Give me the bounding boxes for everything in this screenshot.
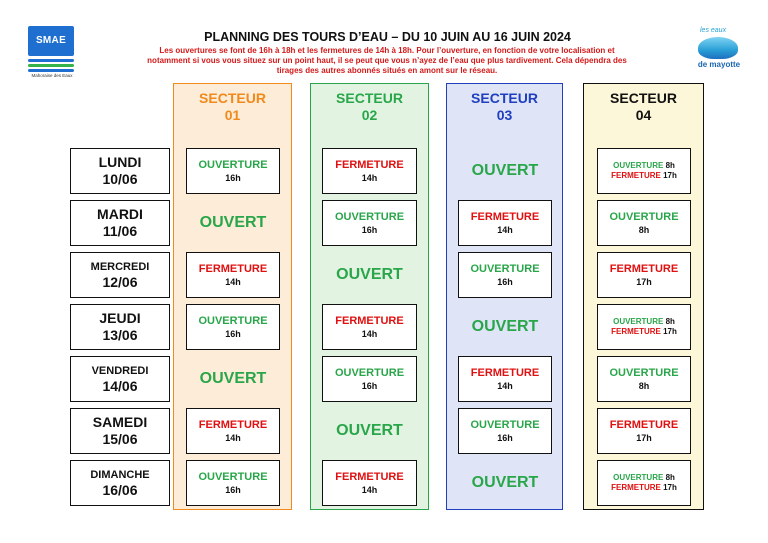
status-label: OUVERTURE — [470, 262, 540, 275]
opening-label: OUVERTURE — [613, 473, 664, 482]
status-ouverture — [322, 200, 417, 246]
logo-line-2: de mayotte — [697, 60, 741, 69]
status-label: FERMETURE — [609, 418, 679, 431]
day-date: 10/06 — [102, 171, 138, 187]
status-label: FERMETURE — [198, 418, 268, 431]
status-label: FERMETURE — [609, 262, 679, 275]
status-ouverture — [597, 200, 691, 246]
day-label — [70, 460, 170, 506]
status-fermeture — [458, 356, 552, 402]
status-ouvert — [322, 408, 417, 454]
status-fermeture — [597, 252, 691, 298]
wave-icon — [28, 64, 74, 67]
subtitle-line: Les ouvertures se font de 16h à 18h et les fermetures de 14h à 18h. Pour l’ouverture, en fonction de votre localisation et — [159, 46, 615, 55]
sector-number: 02 — [361, 107, 378, 123]
day-label — [70, 408, 170, 454]
status-fermeture — [322, 304, 417, 350]
status-ouverture — [458, 408, 552, 454]
sector-label: SECTEUR — [199, 90, 266, 106]
day-date: 16/06 — [102, 481, 138, 498]
opening-time: 8h — [665, 161, 675, 170]
status-dual — [597, 304, 691, 350]
closing-time: 17h — [663, 171, 677, 180]
opening-label: OUVERTURE — [613, 317, 664, 326]
status-ouverture — [186, 460, 280, 506]
opening-line — [613, 473, 675, 483]
status-label: OUVERT — [336, 422, 403, 439]
status-time: 14h — [225, 432, 241, 443]
status-label: FERMETURE — [470, 366, 540, 379]
opening-time: 8h — [665, 317, 675, 326]
status-label: OUVERTURE — [470, 418, 540, 431]
sector-header — [311, 90, 428, 124]
status-label: OUVERTURE — [609, 366, 679, 379]
day-label — [70, 252, 170, 298]
status-ouverture — [458, 252, 552, 298]
opening-line — [613, 317, 675, 327]
opening-label: OUVERTURE — [613, 161, 664, 170]
status-dual — [597, 460, 691, 506]
status-time: 8h — [638, 224, 650, 235]
sector-label: SECTEUR — [610, 90, 677, 106]
status-fermeture — [597, 408, 691, 454]
day-date: 13/06 — [102, 327, 138, 343]
sector-number: 03 — [496, 107, 513, 123]
status-label: OUVERTURE — [334, 210, 405, 223]
status-fermeture — [458, 200, 552, 246]
page-title: PLANNING DES TOURS D’EAU – DU 10 JUIN AU 16 JUIN 2024 — [204, 30, 571, 44]
status-time: 16h — [497, 432, 513, 443]
closing-label: FERMETURE — [611, 483, 661, 492]
status-time: 16h — [361, 380, 378, 391]
water-drop-icon — [698, 37, 738, 59]
status-label: OUVERT — [471, 474, 539, 491]
status-label: FERMETURE — [470, 210, 540, 223]
day-label — [70, 304, 170, 350]
status-ouvert — [458, 148, 552, 194]
closing-time: 17h — [663, 327, 677, 336]
status-time: 14h — [225, 276, 241, 287]
status-fermeture — [186, 408, 280, 454]
status-label: OUVERTURE — [334, 366, 405, 379]
closing-line — [611, 483, 677, 493]
day-label — [70, 356, 170, 402]
subtitle-line: notamment si vous vous situez sur un point haut, il se peut que vous n’ayez de l’eau que plus tardivement. Cela dépendra des — [147, 56, 627, 65]
opening-time: 8h — [665, 473, 675, 482]
closing-time: 17h — [663, 483, 677, 492]
sector-header — [447, 90, 562, 124]
status-time: 14h — [361, 484, 378, 495]
status-time: 16h — [497, 276, 513, 287]
sector-label: SECTEUR — [471, 90, 538, 106]
status-label: FERMETURE — [335, 158, 404, 171]
status-label: FERMETURE — [335, 470, 404, 483]
day-name: DIMANCHE — [90, 468, 150, 481]
day-label — [70, 148, 170, 194]
status-label: OUVERT — [471, 162, 539, 179]
status-time: 16h — [225, 328, 241, 339]
day-date: 11/06 — [102, 223, 138, 239]
status-label: OUVERT — [336, 266, 403, 283]
sector-number: 04 — [635, 107, 652, 123]
day-date: 12/06 — [102, 273, 138, 290]
status-ouverture — [322, 356, 417, 402]
status-label: OUVERTURE — [198, 158, 268, 171]
opening-line — [613, 161, 675, 171]
closing-line — [611, 327, 677, 337]
status-time: 16h — [361, 224, 378, 235]
day-date: 15/06 — [102, 431, 138, 447]
status-ouverture — [186, 148, 280, 194]
status-time: 8h — [638, 380, 650, 391]
closing-label: FERMETURE — [611, 171, 661, 180]
wave-icon — [28, 69, 74, 72]
status-time: 14h — [361, 172, 378, 183]
status-ouverture — [186, 304, 280, 350]
day-name: LUNDI — [98, 154, 142, 170]
status-time: 17h — [636, 432, 652, 443]
status-ouverture — [597, 356, 691, 402]
closing-line — [611, 171, 677, 181]
sector-label: SECTEUR — [336, 90, 403, 106]
day-label — [70, 200, 170, 246]
status-dual — [597, 148, 691, 194]
status-label: OUVERT — [199, 370, 267, 387]
status-ouvert — [458, 304, 552, 350]
day-name: VENDREDI — [91, 364, 149, 377]
status-label: FERMETURE — [335, 314, 404, 327]
day-name: MARDI — [97, 206, 143, 222]
status-time: 14h — [497, 380, 513, 391]
status-label: OUVERTURE — [609, 210, 679, 223]
sector-number: 01 — [224, 107, 241, 123]
closing-label: FERMETURE — [611, 327, 661, 336]
status-fermeture — [322, 460, 417, 506]
status-label: OUVERTURE — [198, 314, 268, 327]
page-subtitle — [96, 46, 678, 76]
wave-icon — [28, 59, 74, 62]
status-label: FERMETURE — [198, 262, 268, 275]
smae-logo-tagline: Mahoraise des Eaux — [31, 73, 73, 78]
status-time: 14h — [361, 328, 378, 339]
sector-header — [174, 90, 291, 124]
status-time: 16h — [225, 484, 241, 495]
status-time: 14h — [497, 224, 513, 235]
status-ouvert — [322, 252, 417, 298]
smae-logo — [26, 26, 78, 78]
eaux-de-mayotte-logo — [690, 27, 746, 75]
status-fermeture — [322, 148, 417, 194]
day-name: SAMEDI — [92, 414, 148, 430]
status-time: 16h — [225, 172, 241, 183]
logo-line-1: les eaux — [700, 27, 727, 34]
status-label: OUVERT — [471, 318, 539, 335]
status-ouvert — [186, 200, 280, 246]
day-date: 14/06 — [102, 377, 138, 394]
status-time: 17h — [636, 276, 652, 287]
day-name: JEUDI — [99, 310, 141, 326]
status-fermeture — [186, 252, 280, 298]
smae-logo-brand: SMAE — [35, 35, 67, 46]
status-label: OUVERT — [199, 214, 267, 231]
status-label: OUVERTURE — [198, 470, 268, 483]
status-ouvert — [458, 460, 552, 506]
subtitle-line: tirages des autres abonnés situés en amont sur le réseau. — [276, 66, 498, 75]
status-ouvert — [186, 356, 280, 402]
day-name: MERCREDI — [90, 260, 150, 273]
sector-header — [584, 90, 703, 124]
